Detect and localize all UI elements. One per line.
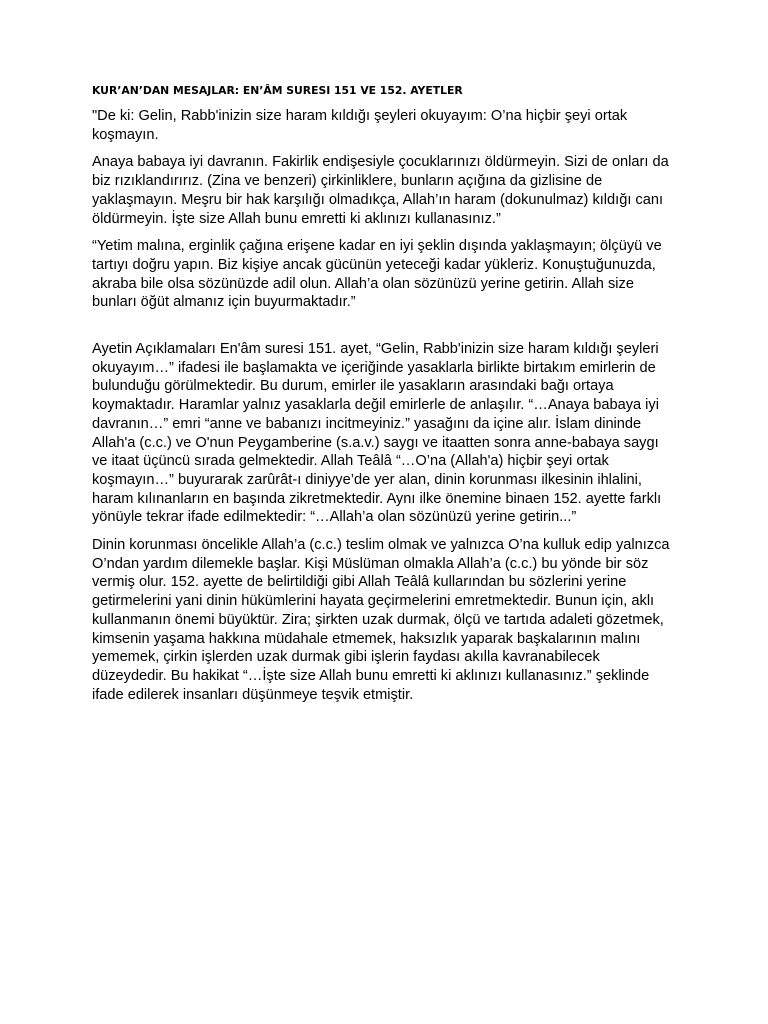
verse-paragraph-2: Anaya babaya iyi davranın. Fakirlik endişesiyle çocuklarınızı öldürmeyin. Sizi de onları da biz rızıklandırırız. (Zina ve benzeri) çirkinliklere, bunların açığına da gizlisine de yaklaşmayın. Meşru bir hak karşılığı olmadıkça, Allah’ın haram (dokunulmaz) kıldığı canı öldürmeyin. İşte size Allah bunu emretti ki aklınızı kullanasınız.”: [92, 154, 669, 227]
explanation-paragraph-1: Ayetin Açıklamaları En'âm suresi 151. ayet, “Gelin, Rabb'inizin size haram kıldığı şeyleri okuyayım…” ifadesi ile başlamakta ve içeriğinde yasaklarla birlikte birtakım emirlerin de bulunduğu görülmektedir. Bu durum, emirler ile yasakların arasındaki bağı ortaya koymaktadır. Haramlar yalnız yasaklarla değil emirlerle de anlaşılır. “…Anaya babaya iyi davranın…” emri “anne ve babanızı incitmeyiniz.” yasağını da içine alır. İslam dininde Allah'a (c.c.) ve O'nun Peygamberine (s.a.v.) saygı ve itaatten sonra anne-babaya saygı ve itaat üçüncü sırada gelmektedir. Allah Teâlâ “…O’na (Allah'a) hiçbir şeyi ortak koşmayın…” buyurarak zarûrât-ı diniyye’de yer alan, dinin korunması ilkesinin ihlalini, haram kılınanların en başında zikretmektedir. Aynı ilke önemine binaen 152. ayette farklı yönüyle tekrar ifade edilmektedir: “…Allah’a olan sözünüzü yerine getirin...”: [92, 341, 662, 526]
verse-paragraph-1: "De ki: Gelin, Rabb'inizin size haram kıldığı şeyleri okuyayım: O’na hiçbir şeyi ortak koşmayın.: [92, 108, 628, 143]
paragraph-spacer: [92, 321, 672, 340]
document-page: [92, 84, 672, 713]
explanation-paragraph-2: Dinin korunması öncelikle Allah’a (c.c.) teslim olmak ve yalnızca O’na kulluk edip yalnızca O’ndan yardım dilemekle başlar. Kişi Müslüman olmakla Allah’a (c.c.) bu yönde bir söz vermiş olur. 152. ayette de belirtildiği gibi Allah Teâlâ kullarından bu sözlerini yerine getirmelerini yani dinin hükümlerini hayata geçirmelerini emretmektedir. Bunun için, aklı kullanmanın önemi büyüktür. Zira; şirkten uzak durmak, ölçü ve tartıda adaleti gözetmek, kimsenin yaşama hakkına müdahale etmemek, haksızlık yaparak başkalarının malını yememek, çirkin işlerden uzak durmak gibi işlerin faydası akılla kavranabilecek düzeydedir. Bu hakikat “…İşte size Allah bunu emretti ki aklınızı kullanasınız.” şeklinde ifade edilerek insanları düşünmeye teşvik etmiştir.: [92, 537, 670, 703]
verse-paragraph-3: “Yetim malına, erginlik çağına erişene kadar en iyi şeklin dışında yaklaşmayın; ölçüyü ve tartıyı doğru yapın. Biz kişiye ancak gücünün yeteceği kadar yükleriz. Konuştuğunuzda, akraba bile olsa sözünüzde adil olun. Allah’a olan sözünüzü yerine getirin. Allah size bunları öğüt almanız için buyurmaktadır.”: [92, 238, 662, 311]
document-title: KUR’AN’DAN MESAJLAR: EN’ÂM SURESI 151 VE 152. AYETLER: [92, 84, 463, 97]
